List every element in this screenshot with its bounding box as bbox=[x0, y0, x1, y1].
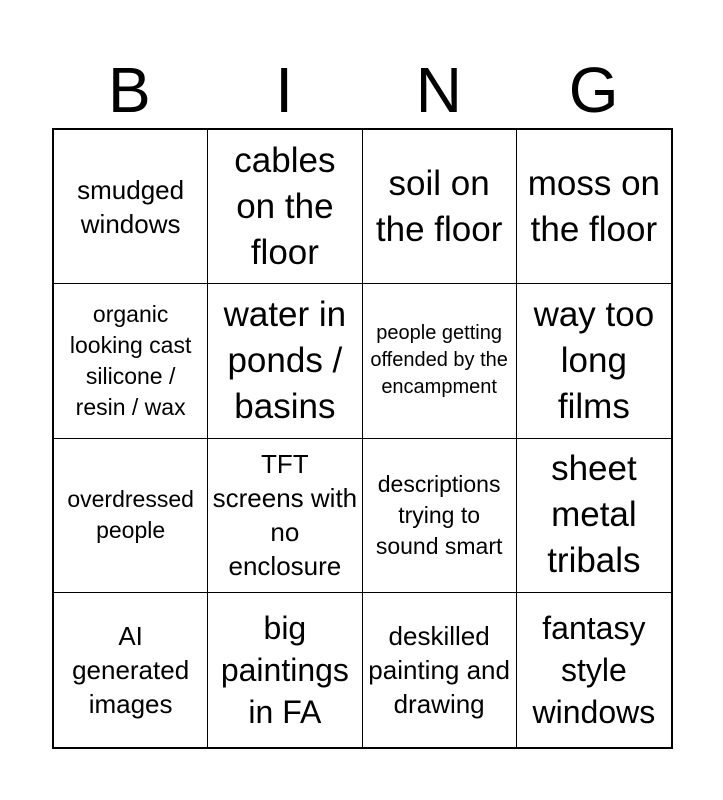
cell-text: deskilled painting and drawing bbox=[368, 620, 510, 719]
bingo-cell[interactable] bbox=[54, 439, 208, 593]
cell-text: smudged windows bbox=[77, 174, 185, 239]
cell-text: way too long films bbox=[533, 294, 655, 426]
bingo-cell[interactable] bbox=[208, 130, 362, 284]
header-letter-n: N bbox=[415, 54, 462, 126]
cell-text: organic looking cast silicone / resin / wax bbox=[69, 300, 192, 420]
header-letter-g: G bbox=[568, 54, 619, 126]
cell-text: people getting offended by the encampment bbox=[370, 322, 508, 399]
header-letter-b: B bbox=[108, 54, 151, 126]
bingo-cell[interactable] bbox=[208, 439, 362, 593]
bingo-cell[interactable] bbox=[363, 284, 517, 438]
bingo-cell[interactable] bbox=[54, 284, 208, 438]
bingo-cell[interactable] bbox=[208, 284, 362, 438]
bingo-cell[interactable] bbox=[363, 593, 517, 747]
bingo-board bbox=[52, 128, 673, 749]
cell-text: AI generated images bbox=[72, 620, 190, 719]
cell-text: soil on the floor bbox=[375, 163, 503, 249]
cell-text: descriptions trying to sound smart bbox=[375, 470, 503, 559]
cell-text: overdressed people bbox=[67, 486, 194, 544]
cell-text: TFT screens with no enclosure bbox=[212, 449, 358, 582]
cell-text: fantasy style windows bbox=[532, 609, 656, 730]
bingo-cell[interactable] bbox=[517, 439, 671, 593]
bingo-cell[interactable] bbox=[208, 593, 362, 747]
bingo-cell[interactable] bbox=[54, 593, 208, 747]
header-letter-i: I bbox=[275, 54, 294, 126]
bingo-cell[interactable] bbox=[517, 593, 671, 747]
bingo-cell[interactable] bbox=[363, 439, 517, 593]
cell-text: water in ponds / basins bbox=[223, 294, 347, 426]
bingo-header bbox=[52, 52, 671, 128]
bingo-cell[interactable] bbox=[363, 130, 517, 284]
cell-text: big paintings in FA bbox=[220, 609, 349, 730]
bingo-cell[interactable] bbox=[517, 130, 671, 284]
cell-text: cables on the floor bbox=[234, 140, 336, 272]
cell-text: sheet metal tribals bbox=[547, 449, 641, 581]
cell-text: moss on the floor bbox=[527, 163, 661, 249]
bingo-cell[interactable] bbox=[517, 284, 671, 438]
bingo-cell[interactable] bbox=[54, 130, 208, 284]
